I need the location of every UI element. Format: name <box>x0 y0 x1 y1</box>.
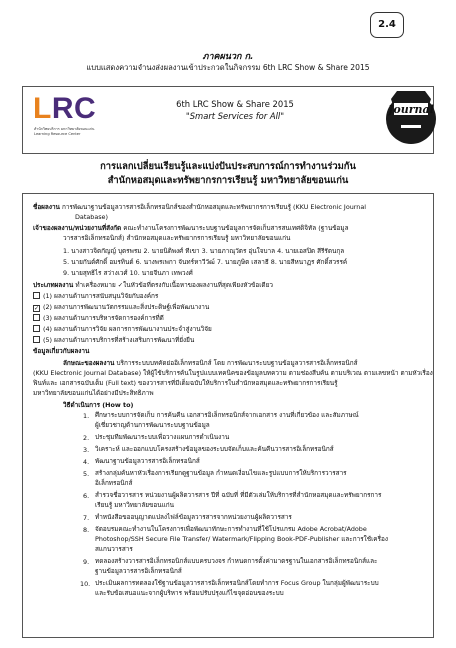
step-text: สแกนวารสาร <box>95 545 133 553</box>
background-row <box>63 358 358 368</box>
form-subtitle: แบบแสดงความจำนงส่งผลงานเข้าประกวดในกิจกรรม 6th LRC Show & Share 2015 <box>86 63 370 72</box>
background-text-cont: มหาวิทยาลัยขอนแก่นได้อย่างมีประสิทธิภาพ <box>33 389 154 397</box>
howto-label: วิธีดำเนินการ (How to) <box>63 401 134 409</box>
event-slogan: "Smart Services for All" <box>185 111 285 121</box>
step-text: ศึกษาระบบการจัดเก็บ การค้นคืน เอกสารอิเล็กทรอนิกส์จากเอกสาร งานที่เกี่ยวข้อง และสัมภาษณ์ <box>95 411 359 419</box>
work-info-label: ข้อมูลเกี่ยวกับผลงาน <box>33 347 90 355</box>
work-type-instruction: ทำเครื่องหมาย ✓ในหัวข้อที่ตรงกับเนื้อหาของผลงานที่สุดเพียงหัวข้อเดียว <box>75 281 273 289</box>
background-text: บริการระบบบทคัดย่ออิเล็กทรอนิกส์ โดย การพัฒนาระบบฐานข้อมูลวารสารอิเล็กทรอนิกส์ <box>116 359 358 367</box>
checkbox[interactable] <box>33 292 40 299</box>
work-title-value: การพัฒนาฐานข้อมูลวารสารอิเล็กทรอนิกส์ของสำนักหอสมุดและทรัพยากรการเรียนรู้ (KKU Electronic Journal <box>61 203 367 211</box>
owner-row <box>33 223 349 233</box>
annex-title: ภาคผนวก ก. <box>202 52 254 62</box>
step-text: เรียนรู้ มหาวิทยาลัยขอนแก่น <box>95 501 174 509</box>
lrc-logo-text: LRC <box>33 92 97 125</box>
event-title: 6th LRC Show & Share 2015 <box>176 99 294 109</box>
event-header-box <box>22 86 434 154</box>
member-line: 9. นายสุทธิไร สว่างเวศ์ 10. นายจีนภา เทพวงศ์ <box>63 269 193 277</box>
background-text-cont: (KKU Electronic Journal Database) ให้ผู้ใช้บริการค้นในรูปแบบเทคนิคของข้อมูลบทความ ตามช่องสืบค้น ตามบริเวณ ตามเลขหน้า ตามหัวเรื่อง <box>33 369 433 377</box>
work-type-option[interactable]: (3) ผลงานด้านการบริหารจัดการองค์การที่ดี <box>33 313 164 323</box>
step-text: สร้างกลุ่มค้นหาหัวเรื่องการเรียกดูฐานข้อมูล กำหนดเงื่อนไขและรูปแบบการให้บริการวารสาร <box>95 469 347 477</box>
application-form-box <box>22 193 434 638</box>
owner-value-cont: วารสารอิเล็กทรอนิกส์) สำนักหอสมุดและทรัพยากรการเรียนรู้ มหาวิทยาลัยขอนแก่น <box>63 234 291 242</box>
member-line: 5. นายกันต์ศักดิ์ อมรทินต์ 6. นางพรเพกา จันทร์หาวีวัฒ์ 7. นายภูษิต เสลาธี 8. นายสีหนาฏร ศักดิ์สวรรค์ <box>63 258 348 266</box>
work-type-option[interactable]: (5) ผลงานด้านการบริการที่สร้างเสริมการพัฒนาที่ยั่งยืน <box>33 335 194 345</box>
step-number: 3. <box>83 446 90 454</box>
checkbox[interactable] <box>33 336 40 343</box>
work-type-option[interactable]: (4) ผลงานด้านการวิจัย ผลการการพัฒนางานประจำสู่งานวิจัย <box>33 324 212 334</box>
background-text-cont: ฟินท์และ เอกสารฉบับเต็ม (Full text) ของวารสารที่มีเต็มฉบับให้บริการในสำนักหอสมุดและทรัพยากรการเรียนรู้ <box>33 379 338 387</box>
checkbox[interactable] <box>33 314 40 321</box>
topic-line-2: สำนักหอสมุดและทรัพยากรการเรียนรู้ มหาวิทยาลัยขอนแก่น <box>107 175 349 186</box>
step-text: อิเล็กทรอนิกส์ <box>95 479 133 487</box>
step-number: 1. <box>83 412 90 420</box>
step-text: ผู้เชี่ยวชาญด้านการพัฒนาระบบฐานข้อมูล <box>95 421 210 429</box>
background-label: ลักษณะของผลงาน <box>63 359 115 367</box>
step-text: พัฒนาฐานข้อมูลวารสารอิเล็กทรอนิกส์ <box>95 457 200 465</box>
step-number: 5. <box>83 470 90 478</box>
step-number: 9. <box>83 558 90 566</box>
step-text: ประเมินผลการทดลองใช้ฐานข้อมูลวารสารอิเล็กทรอนิกส์โดยทำการ Focus Group ในกลุ่มผู้พัฒนาระบบ <box>95 579 379 587</box>
step-text: จัดอบรมคณะทำงานในโครงการเพื่อพัฒนาทักษะการทำงานที่ใช้โปรแกรม Adobe Acrobat/Adobe <box>95 525 367 533</box>
step-number: 4. <box>83 458 90 466</box>
work-title-label: ชื่อผลงาน <box>33 203 60 211</box>
step-text: ทดลองสร้างวารสารอิเล็กทรอนิกส์แบบครบวงจร กำหนดการตั้งค่ามาตรฐานในเอกสารอิเล็กทรอนิกส์และ <box>95 557 378 565</box>
journal-logo-icon <box>381 85 441 151</box>
owner-value: คณะทำงานโครงการพัฒนาระบบฐานข้อมูลการจัดเก็บสารสนเทศดิจิทัล (ฐานข้อมูล <box>123 224 349 232</box>
work-type-option[interactable]: (1) ผลงานด้านการสนับสนุนวิจัยกับองค์กร <box>33 291 158 301</box>
step-text: Photoshop/SSH Secure File Transfer/ Watermark/Flipping Book-PDF-Publisher และการใช้เครื่อง <box>95 535 388 543</box>
lrc-logo-caption: สำนักวิทยบริการ มหาวิทยาลัยขอนแก่น Learning Resource Center <box>34 127 95 136</box>
step-text: ประชุมทีมพัฒนาระบบเพื่อวางแผนการดำเนินงาน <box>95 433 230 441</box>
owner-label: เจ้าของผลงาน/หน่วยงานที่สังกัด <box>33 224 122 232</box>
lrc-logo <box>33 94 107 146</box>
step-number: 6. <box>83 492 90 500</box>
work-title-row <box>33 202 366 212</box>
work-type-row <box>33 280 273 290</box>
work-type-option[interactable]: ✓ (2) ผลงานการพัฒนานวัตกรรมและสิ่งประดิษฐ์เพื่อพัฒนางาน <box>34 303 210 312</box>
step-number: 8. <box>83 526 90 534</box>
step-text: ฐานข้อมูลวารสารอิเล็กทรอนิกส์ <box>95 567 182 575</box>
step-text: ทำหนังสือขออนุญาตแปลงไฟล์ข้อมูลวารสารจากหน่วยงานผู้ผลิตวารสาร <box>95 513 292 521</box>
step-number: 2. <box>83 434 90 442</box>
step-number: 7. <box>83 514 90 522</box>
step-text: วิเคราะห์ และออกแบบโครงสร้างข้อมูลของระบบจัดเก็บและค้นคืนวารสารอิเล็กทรอนิกส์ <box>95 445 334 453</box>
page-number-badge: 2.4 <box>370 12 404 38</box>
topic-line-1: การแลกเปลี่ยนเรียนรู้และแบ่งปันประสบการณ์การทำงานร่วมกัน <box>100 161 356 172</box>
member-line: 1. นางสาวจิตกัญญ์ บุตรพรม 2. นายนิติพงศ์ ทีเขา 3. นายภาณุวัตร อุ่นใจบาล 4. นายเอสปิด สีรีรัตนกุล <box>63 247 345 255</box>
work-title-value-cont: Database) <box>75 213 108 221</box>
work-type-label: ประเภทผลงาน <box>33 281 74 289</box>
checkbox-checked[interactable]: ✓ <box>34 305 40 312</box>
step-text: และรับข้อเสนอแนะจากผู้บริหาร พร้อมปรับปรุงแก้ไขจุดอ่อนของระบบ <box>95 589 284 597</box>
checkbox[interactable] <box>33 325 40 332</box>
step-text: สำรวจชื่อวารสาร หน่วยงานผู้ผลิตวารสาร ปีที่ ฉบับที่ ที่มีตัวเล่มให้บริการที่สำนักหอสมุดและทรัพยากรการ <box>95 491 382 499</box>
step-number: 10. <box>80 580 91 588</box>
svg-text:Journal: Journal <box>388 103 434 116</box>
